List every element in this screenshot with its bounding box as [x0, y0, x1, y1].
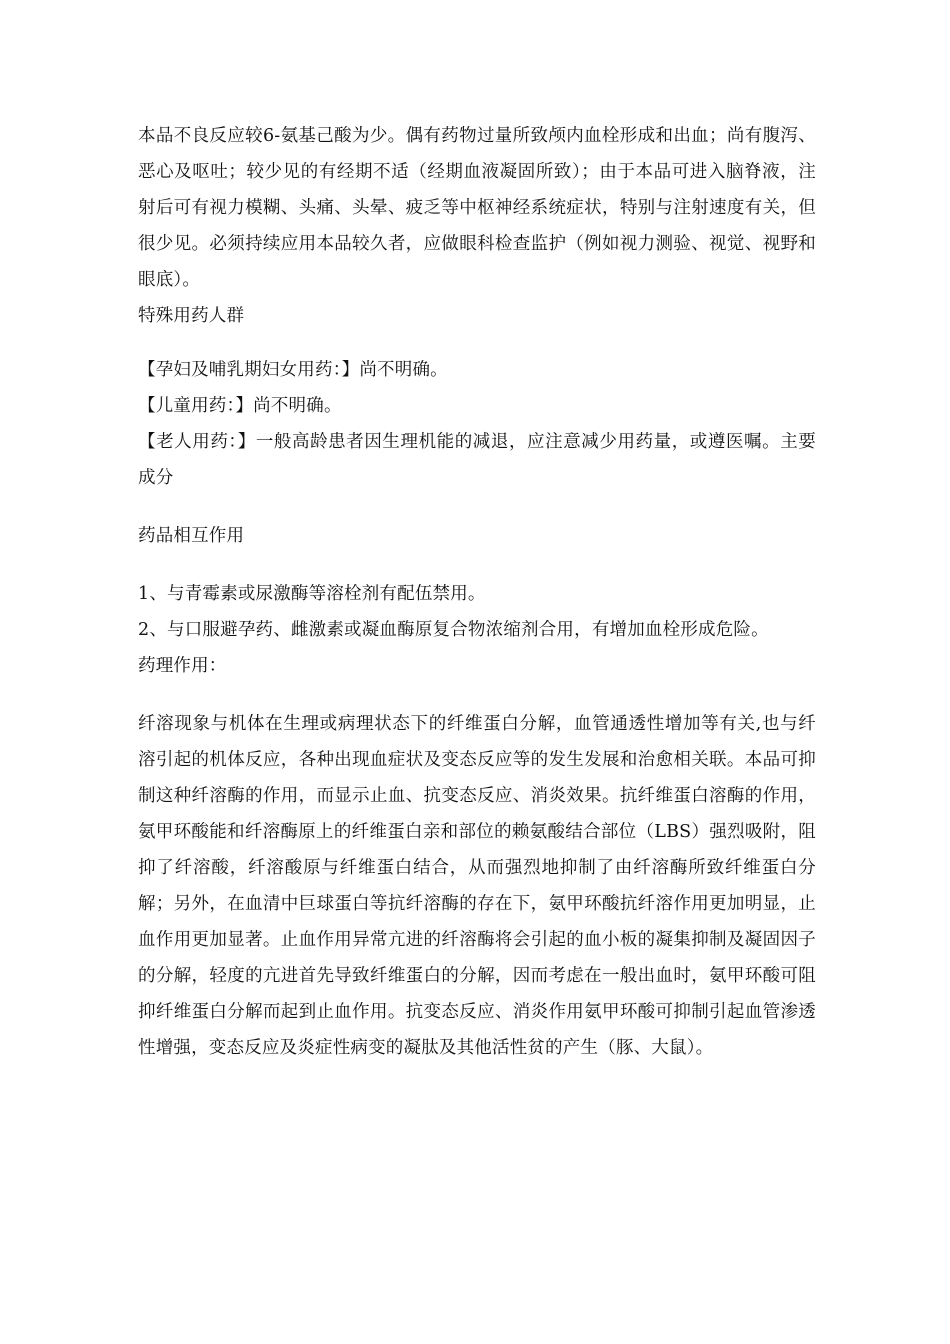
spacer — [138, 554, 816, 576]
interaction-item-2: 2、与口服避孕药、雌激素或凝血酶原复合物浓缩剂合用，有增加血栓形成危险。 — [138, 620, 769, 640]
children-usage-line: 【儿童用药：】尚不明确。 — [138, 396, 342, 416]
special-populations-heading: 特殊用药人群 — [138, 306, 245, 326]
interactions-heading: 药品相互作用 — [138, 526, 245, 546]
spacer — [138, 334, 816, 352]
pharmacology-heading: 药理作用： — [138, 656, 227, 676]
spacer — [138, 496, 816, 518]
spacer — [138, 684, 816, 706]
pharmacology-paragraph: 纤溶现象与机体在生理或病理状态下的纤维蛋白分解，血管通透性增加等有关,也与纤溶引起的机体反应，各种出现血症状及变态反应等的发生发展和治愈相关联。本品可抑制这种纤溶酶的作用，而显示止血、抗变态反应、消炎效果。抗纤维蛋白溶酶的作用，氨甲环酸能和纤溶酶原上的纤维蛋白亲和部位的赖氨酸结合部位（LBS）强烈吸附，阻抑了纤溶酸，纤溶酸原与纤维蛋白结合，从而强烈地抑制了由纤溶酶所致纤维蛋白分解；另外，在血清中巨球蛋白等抗纤溶酶的存在下，氨甲环酸抗纤溶作用更加明显，止血作用更加显著。止血作用异常亢进的纤溶酶将会引起的血小板的凝集抑制及凝固因子的分解，轻度的亢进首先导致纤维蛋白的分解，因而考虑在一般出血时，氨甲环酸可阻抑纤维蛋白分解而起到止血作用。抗变态反应、消炎作用氨甲环酸可抑制引起血管渗透性增强，变态反应及炎症性病变的凝肽及其他活性贫的产生（豚、大鼠）。 — [138, 714, 816, 1058]
pregnancy-usage-line: 【孕妇及哺乳期妇女用药：】尚不明确。 — [138, 360, 448, 380]
elderly-usage-paragraph: 【老人用药：】一般高龄患者因生理机能的减退，应注意减少用药量，或遵医嘱。主要成分 — [138, 432, 816, 488]
adverse-reactions-paragraph: 本品不良反应较6-氨基己酸为少。偶有药物过量所致颅内血栓形成和出血；尚有腹泻、恶心及呕吐；较少见的有经期不适（经期血液凝固所致）；由于本品可进入脑脊液，注射后可有视力模糊、头痛、头晕、疲乏等中枢神经系统症状，特别与注射速度有关，但很少见。必须持续应用本品较久者，应做眼科检查监护（例如视力测验、视觉、视野和眼底）。 — [138, 126, 816, 290]
interaction-item-1: 1、与青霉素或尿激酶等溶栓剂有配伍禁用。 — [138, 584, 486, 604]
document-body — [138, 118, 816, 1066]
